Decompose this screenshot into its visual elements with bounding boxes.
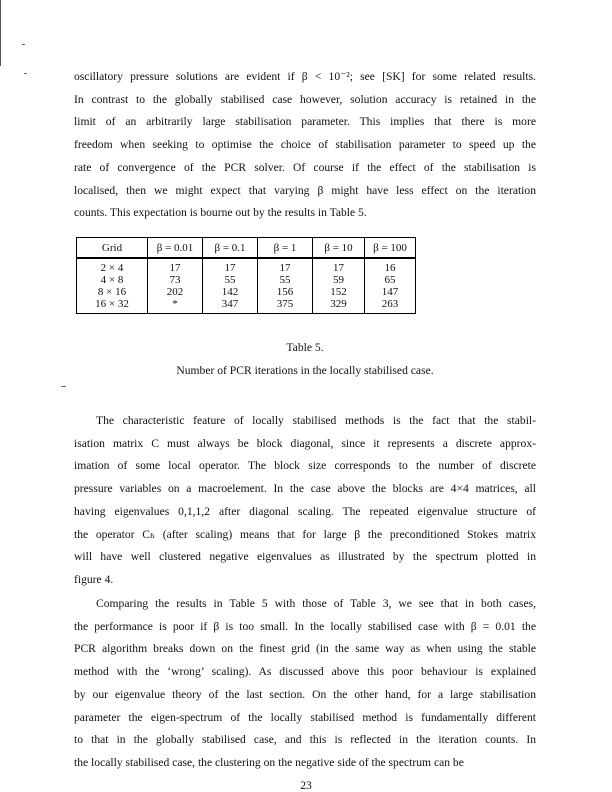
results-table xyxy=(76,237,416,314)
table-cell: * xyxy=(148,298,203,314)
text-line: pressure variables on a macroelement. In the case above the blocks are 4×4 matrices, all xyxy=(74,482,536,496)
table-cell: 347 xyxy=(203,298,258,314)
text-line: figure 4. xyxy=(74,572,114,586)
column-header: Grid xyxy=(77,238,148,259)
table-cell: 329 xyxy=(313,298,365,314)
scan-mark xyxy=(24,73,27,74)
column-header: β = 1 xyxy=(258,238,313,259)
text-line: The characteristic feature of locally stabilised methods is the fact that the stabil- xyxy=(96,414,536,427)
table-caption-label: Table 5. xyxy=(286,341,324,354)
column-header: β = 10 xyxy=(313,238,365,259)
table-cell: 73 xyxy=(148,274,203,286)
paragraph-3 xyxy=(74,593,536,775)
table-row xyxy=(77,298,416,314)
table-row xyxy=(77,258,416,274)
table-cell: 17 xyxy=(148,258,203,274)
table-cell: 17 xyxy=(313,258,365,274)
page-number: 23 xyxy=(300,779,312,792)
text-line: the performance is poor if β is too small. In the locally stabilised case with β = 0.01 the xyxy=(74,619,536,633)
table-cell: 16 xyxy=(365,258,416,274)
table-cell: 55 xyxy=(258,274,313,286)
table-cell: 59 xyxy=(313,274,365,286)
text-line: method with the ‘wrong’ scaling). As discussed above this poor behaviour is explained xyxy=(74,665,536,679)
text-line: localised, then we might expect that varying β might have less effect on the iteration xyxy=(74,183,536,197)
table-row xyxy=(77,286,416,298)
table-cell: 375 xyxy=(258,298,313,314)
text-line: the operator Cₕ (after scaling) means that for large β the preconditioned Stokes matrix xyxy=(74,527,536,541)
table-cell: 142 xyxy=(203,286,258,298)
table-cell: 152 xyxy=(313,286,365,298)
paragraph-1 xyxy=(74,66,536,225)
table-header-row xyxy=(77,238,416,259)
table-cell: 55 xyxy=(203,274,258,286)
table-cell: 8 × 16 xyxy=(77,286,148,298)
table-cell: 202 xyxy=(148,286,203,298)
text-line: oscillatory pressure solutions are evident if β < 10⁻²; see [SK] for some related results. xyxy=(74,70,536,83)
text-line: will have well clustered negative eigenvalues as illustrated by the spectrum plotted in xyxy=(74,550,536,564)
table-cell: 2 × 4 xyxy=(77,258,148,274)
table-cell: 4 × 8 xyxy=(77,274,148,286)
column-header: β = 0.1 xyxy=(203,238,258,259)
table-cell: 17 xyxy=(258,258,313,274)
table-cell: 147 xyxy=(365,286,416,298)
scan-edge-line xyxy=(0,0,1,66)
text-line: Comparing the results in Table 5 with those of Table 3, we see that in both cases, xyxy=(96,597,536,610)
table-cell: 17 xyxy=(203,258,258,274)
text-line: parameter the eigen-spectrum of the locally stabilised method is fundamentally different xyxy=(74,710,536,724)
table-cell: 16 × 32 xyxy=(77,298,148,314)
text-line: PCR algorithm breaks down on the finest grid (in the same way as when using the stable xyxy=(74,642,536,656)
text-line: isation matrix C must always be block diagonal, since it represents a discrete approx- xyxy=(74,436,536,450)
table-cell: 156 xyxy=(258,286,313,298)
table-cell: 65 xyxy=(365,274,416,286)
text-line: imation of some local operator. The block size corresponds to the number of discrete xyxy=(74,459,536,473)
column-header: β = 100 xyxy=(365,238,416,259)
table-row xyxy=(77,274,416,286)
text-line: to that in the globally stabilised case, and this is reflected in the iteration counts. In xyxy=(74,733,536,747)
text-line: counts. This expectation is bourne out by the results in Table 5. xyxy=(74,206,367,220)
text-line: rate of convergence of the PCR solver. Of course if the effect of the stabilisation is xyxy=(74,160,536,174)
column-header: β = 0.01 xyxy=(148,238,203,259)
scan-mark xyxy=(61,386,66,387)
text-line: the locally stabilised case, the clustering on the negative side of the spectrum can be xyxy=(74,755,464,769)
paragraph-2 xyxy=(74,410,536,592)
text-line: by our eigenvalue theory of the last section. On the other hand, for a large stabilisation xyxy=(74,687,536,701)
text-line: limit of an arbitrarily large stabilisation parameter. This implies that there is more xyxy=(74,115,536,129)
table-caption-text: Number of PCR iterations in the locally stabilised case. xyxy=(176,364,434,377)
text-line: In contrast to the globally stabilised case however, solution accuracy is retained in the xyxy=(74,92,536,106)
table-cell: 263 xyxy=(365,298,416,314)
text-line: freedom when seeking to optimise the choice of stabilisation parameter to speed up the xyxy=(74,138,536,152)
text-line: having eigenvalues 0,1,1,2 after diagonal scaling. The repeated eigenvalue structure of xyxy=(74,504,536,518)
scan-mark xyxy=(22,44,25,45)
